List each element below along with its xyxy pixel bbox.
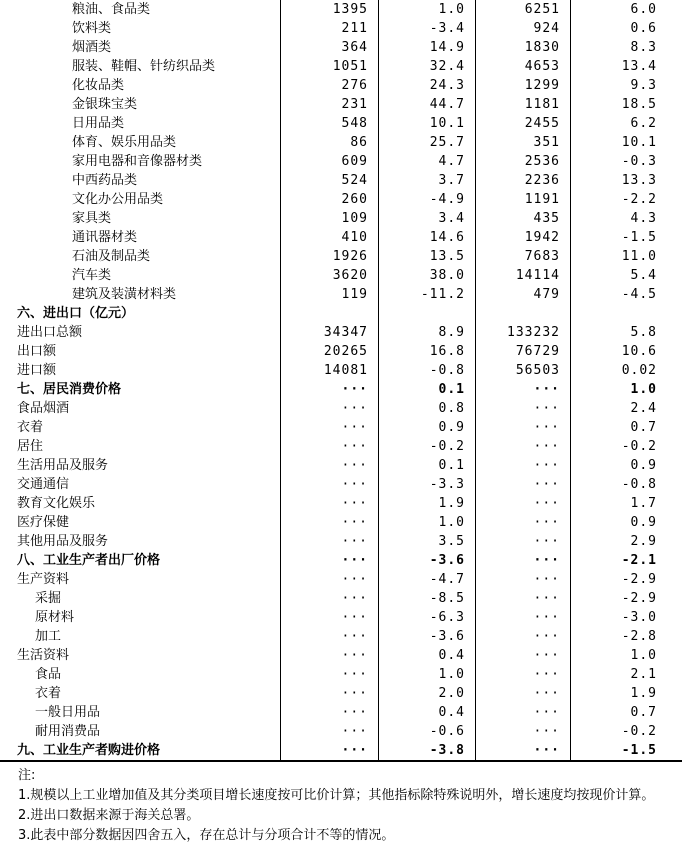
row-label: 日用品类: [72, 116, 125, 131]
row-value: -3.4: [378, 19, 475, 38]
row-label: 原材料: [35, 610, 75, 625]
row-value: 1.0: [378, 665, 475, 684]
row-value: 2.1: [570, 665, 682, 684]
row-value: 20265: [280, 342, 378, 361]
row-value: -1.5: [570, 741, 682, 760]
row-value: -4.7: [378, 570, 475, 589]
row-value: 6251: [475, 0, 570, 19]
row-label: 教育文化娱乐: [17, 496, 96, 511]
table-row: [0, 323, 682, 342]
row-value: 13.5: [378, 247, 475, 266]
row-value: -6.3: [378, 608, 475, 627]
row-value: [280, 304, 378, 323]
row-value: ···: [475, 570, 570, 589]
row-value: ···: [280, 589, 378, 608]
row-label: 衣着: [35, 686, 62, 701]
row-value: 0.4: [378, 703, 475, 722]
row-label: 其他用品及服务: [17, 534, 109, 549]
row-value: -4.9: [378, 190, 475, 209]
row-label: 进口额: [17, 363, 57, 378]
row-value: 1926: [280, 247, 378, 266]
footnote-item: 1.规模以上工业增加值及其分类项目增长速度按可比价计算；其他指标除特殊说明外，增长速度均按现价计算。: [18, 788, 655, 803]
row-value: 0.1: [378, 380, 475, 399]
row-value: -0.8: [378, 361, 475, 380]
row-label: 一般日用品: [35, 705, 101, 720]
table-row: [0, 532, 682, 551]
row-value: 276: [280, 76, 378, 95]
row-value: ···: [475, 475, 570, 494]
row-value: 0.9: [570, 456, 682, 475]
row-value: 3.4: [378, 209, 475, 228]
row-value: 4.3: [570, 209, 682, 228]
row-label: 六、进出口（亿元）: [17, 306, 135, 321]
row-value: 1.0: [378, 0, 475, 19]
row-value: 133232: [475, 323, 570, 342]
row-label: 食品: [35, 667, 62, 682]
row-value: 24.3: [378, 76, 475, 95]
table-row: [0, 494, 682, 513]
table-row: [0, 0, 682, 19]
row-value: ···: [475, 741, 570, 760]
row-value: ···: [475, 608, 570, 627]
row-label: 建筑及装潢材料类: [72, 287, 177, 302]
table-row: [0, 19, 682, 38]
row-value: 3.7: [378, 171, 475, 190]
row-value: 0.7: [570, 703, 682, 722]
footnotes-title: 注:: [18, 768, 36, 783]
row-value: 9.3: [570, 76, 682, 95]
row-value: 13.4: [570, 57, 682, 76]
table-row: [0, 76, 682, 95]
row-value: 231: [280, 95, 378, 114]
row-value: 1191: [475, 190, 570, 209]
table-row: [0, 209, 682, 228]
row-label: 医疗保健: [17, 515, 70, 530]
row-value: ···: [280, 513, 378, 532]
row-value: 2455: [475, 114, 570, 133]
row-value: 10.1: [570, 133, 682, 152]
row-value: 119: [280, 285, 378, 304]
row-value: 364: [280, 38, 378, 57]
row-value: -4.5: [570, 285, 682, 304]
row-value: ···: [280, 475, 378, 494]
row-value: 435: [475, 209, 570, 228]
row-label: 八、工业生产者出厂价格: [17, 553, 161, 568]
table-row: [0, 38, 682, 57]
row-label: 汽车类: [72, 268, 112, 283]
row-value: ···: [475, 380, 570, 399]
row-value: ···: [475, 703, 570, 722]
row-value: -3.6: [378, 627, 475, 646]
row-label: 中西药品类: [72, 173, 138, 188]
table-row: [0, 551, 682, 570]
row-label: 文化办公用品类: [72, 192, 164, 207]
row-value: 260: [280, 190, 378, 209]
row-value: 211: [280, 19, 378, 38]
table-row: [0, 570, 682, 589]
row-value: ···: [475, 437, 570, 456]
row-value: 6.2: [570, 114, 682, 133]
row-value: 1942: [475, 228, 570, 247]
row-value: -0.2: [378, 437, 475, 456]
row-value: ···: [280, 646, 378, 665]
table-row: [0, 741, 682, 760]
table-row: [0, 152, 682, 171]
row-value: 1.0: [570, 380, 682, 399]
row-value: -0.6: [378, 722, 475, 741]
row-value: -3.0: [570, 608, 682, 627]
row-value: -0.2: [570, 437, 682, 456]
row-value: ···: [280, 551, 378, 570]
row-value: ···: [280, 380, 378, 399]
row-value: 4653: [475, 57, 570, 76]
table-row: [0, 228, 682, 247]
row-value: ···: [280, 418, 378, 437]
row-value: -2.9: [570, 589, 682, 608]
row-value: 0.9: [570, 513, 682, 532]
row-value: ···: [280, 627, 378, 646]
footnote-item: 3.此表中部分数据因四舍五入，存在总计与分项合计不等的情况。: [18, 828, 395, 843]
row-value: ···: [475, 494, 570, 513]
row-label: 家用电器和音像器材类: [72, 154, 203, 169]
row-value: 14.9: [378, 38, 475, 57]
row-value: 479: [475, 285, 570, 304]
row-value: 2.9: [570, 532, 682, 551]
row-value: 5.8: [570, 323, 682, 342]
row-value: [475, 304, 570, 323]
row-label: 居住: [17, 439, 44, 454]
table-row: [0, 57, 682, 76]
row-value: 924: [475, 19, 570, 38]
row-value: 1.0: [570, 646, 682, 665]
row-value: ···: [280, 722, 378, 741]
table-row: [0, 114, 682, 133]
table-row: [0, 627, 682, 646]
row-value: ···: [280, 532, 378, 551]
row-value: ···: [475, 684, 570, 703]
row-value: 25.7: [378, 133, 475, 152]
row-value: 1.9: [570, 684, 682, 703]
row-value: 76729: [475, 342, 570, 361]
table-row: [0, 646, 682, 665]
row-value: 10.6: [570, 342, 682, 361]
row-value: 8.3: [570, 38, 682, 57]
table-row: [0, 171, 682, 190]
table-row: [0, 304, 682, 323]
table-row: [0, 399, 682, 418]
row-value: 3620: [280, 266, 378, 285]
row-value: 34347: [280, 323, 378, 342]
row-value: 3.5: [378, 532, 475, 551]
row-label: 九、工业生产者购进价格: [17, 743, 161, 758]
row-label: 出口额: [17, 344, 57, 359]
row-value: 7683: [475, 247, 570, 266]
table-row: [0, 665, 682, 684]
row-value: -3.6: [378, 551, 475, 570]
table-row: [0, 456, 682, 475]
table-row: [0, 285, 682, 304]
row-label: 交通通信: [17, 477, 70, 492]
row-value: 109: [280, 209, 378, 228]
row-value: 8.9: [378, 323, 475, 342]
row-value: ···: [475, 513, 570, 532]
row-value: 0.8: [378, 399, 475, 418]
row-value: -2.9: [570, 570, 682, 589]
row-value: 1181: [475, 95, 570, 114]
row-value: ···: [280, 570, 378, 589]
row-value: 14081: [280, 361, 378, 380]
row-value: 1.0: [378, 513, 475, 532]
row-value: 548: [280, 114, 378, 133]
row-value: 0.02: [570, 361, 682, 380]
table-row: [0, 133, 682, 152]
table-row: [0, 608, 682, 627]
row-value: ···: [475, 399, 570, 418]
row-value: 10.1: [378, 114, 475, 133]
row-value: 56503: [475, 361, 570, 380]
row-value: 1830: [475, 38, 570, 57]
row-value: 524: [280, 171, 378, 190]
table-row: [0, 437, 682, 456]
row-value: 351: [475, 133, 570, 152]
row-value: 1299: [475, 76, 570, 95]
row-label: 粮油、食品类: [72, 2, 151, 17]
row-value: 1.9: [378, 494, 475, 513]
row-value: ···: [475, 722, 570, 741]
table-row: [0, 266, 682, 285]
row-value: -0.8: [570, 475, 682, 494]
row-value: 410: [280, 228, 378, 247]
row-value: 44.7: [378, 95, 475, 114]
row-value: 32.4: [378, 57, 475, 76]
row-label: 耐用消费品: [35, 724, 101, 739]
row-value: -2.2: [570, 190, 682, 209]
row-value: 2.0: [378, 684, 475, 703]
row-value: 18.5: [570, 95, 682, 114]
row-value: -8.5: [378, 589, 475, 608]
table-row: [0, 684, 682, 703]
row-value: ···: [280, 665, 378, 684]
row-value: 13.3: [570, 171, 682, 190]
row-value: ···: [280, 703, 378, 722]
table-row: [0, 418, 682, 437]
row-label: 石油及制品类: [72, 249, 151, 264]
footnotes-section: [0, 762, 682, 843]
row-value: 5.4: [570, 266, 682, 285]
row-value: 1.7: [570, 494, 682, 513]
row-value: 38.0: [378, 266, 475, 285]
row-value: 2236: [475, 171, 570, 190]
row-label: 烟酒类: [72, 40, 112, 55]
row-value: 0.1: [378, 456, 475, 475]
row-value: 0.7: [570, 418, 682, 437]
row-value: ···: [280, 741, 378, 760]
row-label: 食品烟酒: [17, 401, 70, 416]
row-value: -0.3: [570, 152, 682, 171]
footnote-item: 2.进出口数据来源于海关总署。: [18, 808, 200, 823]
row-value: 0.6: [570, 19, 682, 38]
row-value: 2536: [475, 152, 570, 171]
table-row: [0, 475, 682, 494]
row-value: ···: [280, 608, 378, 627]
row-label: 服装、鞋帽、针纺织品类: [72, 59, 216, 74]
row-value: ···: [280, 456, 378, 475]
row-value: 16.8: [378, 342, 475, 361]
row-label: 衣着: [17, 420, 44, 435]
row-label: 进出口总额: [17, 325, 83, 340]
row-value: 0.4: [378, 646, 475, 665]
row-value: 11.0: [570, 247, 682, 266]
row-value: ···: [475, 589, 570, 608]
table-row: [0, 722, 682, 741]
row-label: 生活资料: [17, 648, 70, 663]
row-value: ···: [475, 646, 570, 665]
table-row: [0, 380, 682, 399]
row-label: 采掘: [35, 591, 62, 606]
table-row: [0, 361, 682, 380]
row-value: ···: [280, 494, 378, 513]
row-label: 饮料类: [72, 21, 112, 36]
row-label: 生活用品及服务: [17, 458, 109, 473]
row-label: 加工: [35, 629, 62, 644]
row-value: ···: [280, 399, 378, 418]
row-value: -1.5: [570, 228, 682, 247]
row-value: 1395: [280, 0, 378, 19]
row-value: -3.3: [378, 475, 475, 494]
row-value: ···: [475, 665, 570, 684]
row-value: -11.2: [378, 285, 475, 304]
row-label: 通讯器材类: [72, 230, 138, 245]
row-value: 4.7: [378, 152, 475, 171]
row-value: 14.6: [378, 228, 475, 247]
row-label: 金银珠宝类: [72, 97, 138, 112]
row-value: ···: [475, 456, 570, 475]
table-row: [0, 247, 682, 266]
row-value: 6.0: [570, 0, 682, 19]
table-row: [0, 703, 682, 722]
row-label: 生产资料: [17, 572, 70, 587]
row-value: -3.8: [378, 741, 475, 760]
row-value: 0.9: [378, 418, 475, 437]
row-value: 14114: [475, 266, 570, 285]
row-label: 家具类: [72, 211, 112, 226]
row-value: ···: [475, 418, 570, 437]
table-row: [0, 95, 682, 114]
table-row: [0, 342, 682, 361]
row-value: [378, 304, 475, 323]
row-value: -0.2: [570, 722, 682, 741]
table-row: [0, 513, 682, 532]
row-label: 七、居民消费价格: [17, 382, 122, 397]
row-value: ···: [280, 684, 378, 703]
row-value: -2.1: [570, 551, 682, 570]
table-row: [0, 589, 682, 608]
row-value: -2.8: [570, 627, 682, 646]
row-label: 体育、娱乐用品类: [72, 135, 177, 150]
row-value: ···: [475, 532, 570, 551]
row-value: ···: [475, 627, 570, 646]
table-row: [0, 190, 682, 209]
row-value: 2.4: [570, 399, 682, 418]
row-label: 化妆品类: [72, 78, 125, 93]
row-value: [570, 304, 682, 323]
row-value: ···: [280, 437, 378, 456]
row-value: 1051: [280, 57, 378, 76]
row-value: 609: [280, 152, 378, 171]
row-value: 86: [280, 133, 378, 152]
row-value: ···: [475, 551, 570, 570]
